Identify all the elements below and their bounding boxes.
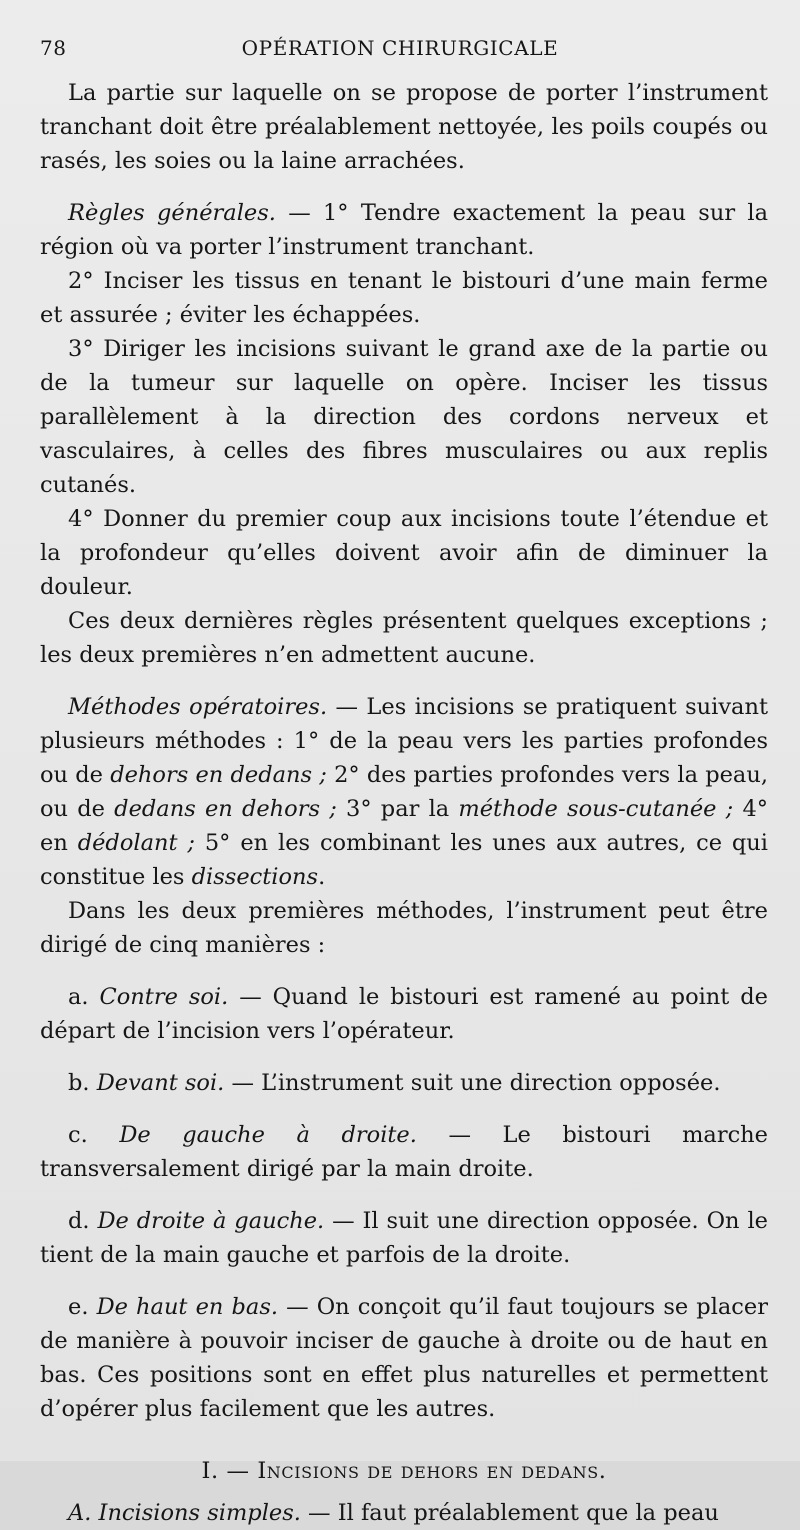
methods-text-3: 3° par la: [336, 796, 459, 822]
methods-text-6: .: [318, 864, 326, 890]
direction-letter: a.: [68, 984, 89, 1010]
direction-text: — Le bistouri marche transversalement dirigé par la main droite.: [40, 1122, 768, 1182]
general-rules-heading: Règles générales.: [68, 200, 276, 226]
direction-item-a: [40, 980, 768, 1048]
direction-heading: De gauche à droite.: [119, 1122, 417, 1148]
paragraph-rule-exceptions: Ces deux dernières règles présentent quelques exceptions ; les deux premières n’en admettent aucune.: [40, 608, 768, 668]
direction-item-c: [40, 1118, 768, 1186]
direction-item-d: [40, 1204, 768, 1272]
direction-item-e: [40, 1290, 768, 1426]
direction-heading: Devant soi.: [96, 1070, 225, 1096]
paragraph-simple-incisions: [40, 1496, 768, 1530]
direction-heading: Contre soi.: [99, 984, 229, 1010]
direction-text: — Il suit une direction opposée. On le tient de la main gauche et parfois de la droite.: [40, 1208, 768, 1268]
methods-italic-5: dissections: [191, 864, 319, 890]
direction-heading: De haut en bas.: [96, 1294, 279, 1320]
direction-heading: De droite à gauche.: [97, 1208, 325, 1234]
methods-italic-2: dedans en dehors ;: [114, 796, 337, 822]
direction-item-b: [40, 1066, 768, 1100]
page-body: [40, 76, 768, 1530]
running-title: OPÉRATION CHIRURGICALE: [241, 36, 559, 60]
methods-text-2: 2° des parties profondes vers la peau, ou de: [40, 762, 768, 822]
page-header: [40, 34, 760, 66]
direction-text: — L’instrument suit une direction opposée.: [224, 1070, 721, 1096]
methods-text-5: 5° en les combinant les unes aux autres, ce qui constitue les: [40, 830, 768, 890]
paragraph-methods: [40, 690, 768, 894]
paragraph-rule-2: 2° Inciser les tissus en tenant le bistouri d’une main ferme et assurée ; éviter les échappées.: [40, 268, 768, 328]
section-heading: I. — Incisions de dehors en dedans.: [201, 1458, 607, 1484]
direction-letter: c.: [68, 1122, 88, 1148]
simple-incisions-heading: A. Incisions simples.: [68, 1500, 301, 1526]
direction-letter: d.: [68, 1208, 90, 1234]
methods-italic-3: méthode sous-cutanée ;: [458, 796, 734, 822]
paragraph-rule-3: 3° Diriger les incisions suivant le grand axe de la partie ou de la tumeur sur laquelle on opère. Inciser les tissus parallèlement à la direction des cordons nerveux et vasculaires, à celles des fibres musculaires ou aux replis cutanés.: [40, 336, 768, 498]
direction-letter: b.: [68, 1070, 90, 1096]
page-number: 78: [40, 36, 67, 60]
direction-text: — Quand le bistouri est ramené au point de départ de l’incision vers l’opérateur.: [40, 984, 768, 1044]
paragraph-directions-intro: Dans les deux premières méthodes, l’instrument peut être dirigé de cinq manières :: [40, 898, 768, 958]
direction-text: — On conçoit qu’il faut toujours se placer de manière à pouvoir inciser de gauche à droite ou de haut en bas. Ces positions sont en effet plus naturelles et permettent d’opérer plus facilement que les autres.: [40, 1294, 768, 1422]
methods-italic-4: dédolant ;: [77, 830, 195, 856]
methods-heading: Méthodes opératoires.: [68, 694, 328, 720]
paragraph-general-rules: [40, 196, 768, 264]
paragraph-rule-4: 4° Donner du premier coup aux incisions toute l’étendue et la profondeur qu’elles doivent avoir afin de diminuer la douleur.: [40, 506, 768, 600]
methods-italic-1: dehors en dedans ;: [110, 762, 327, 788]
simple-incisions-text: — Il faut préalablement que la peau: [300, 1500, 719, 1526]
paragraph-preparation: La partie sur laquelle on se propose de porter l’instrument tranchant doit être préalablement nettoyée, les poils coupés ou rasés, les soies ou la laine arrachées.: [40, 80, 768, 174]
general-rules-text: — 1° Tendre exactement la peau sur la région où va porter l’instrument tranchant.: [40, 200, 768, 260]
methods-text-4: 4° en: [40, 796, 769, 856]
methods-text-1: — Les incisions se pratiquent suivant plusieurs méthodes : 1° de la peau vers les parties profondes ou de: [40, 694, 768, 788]
direction-letter: e.: [68, 1294, 89, 1320]
